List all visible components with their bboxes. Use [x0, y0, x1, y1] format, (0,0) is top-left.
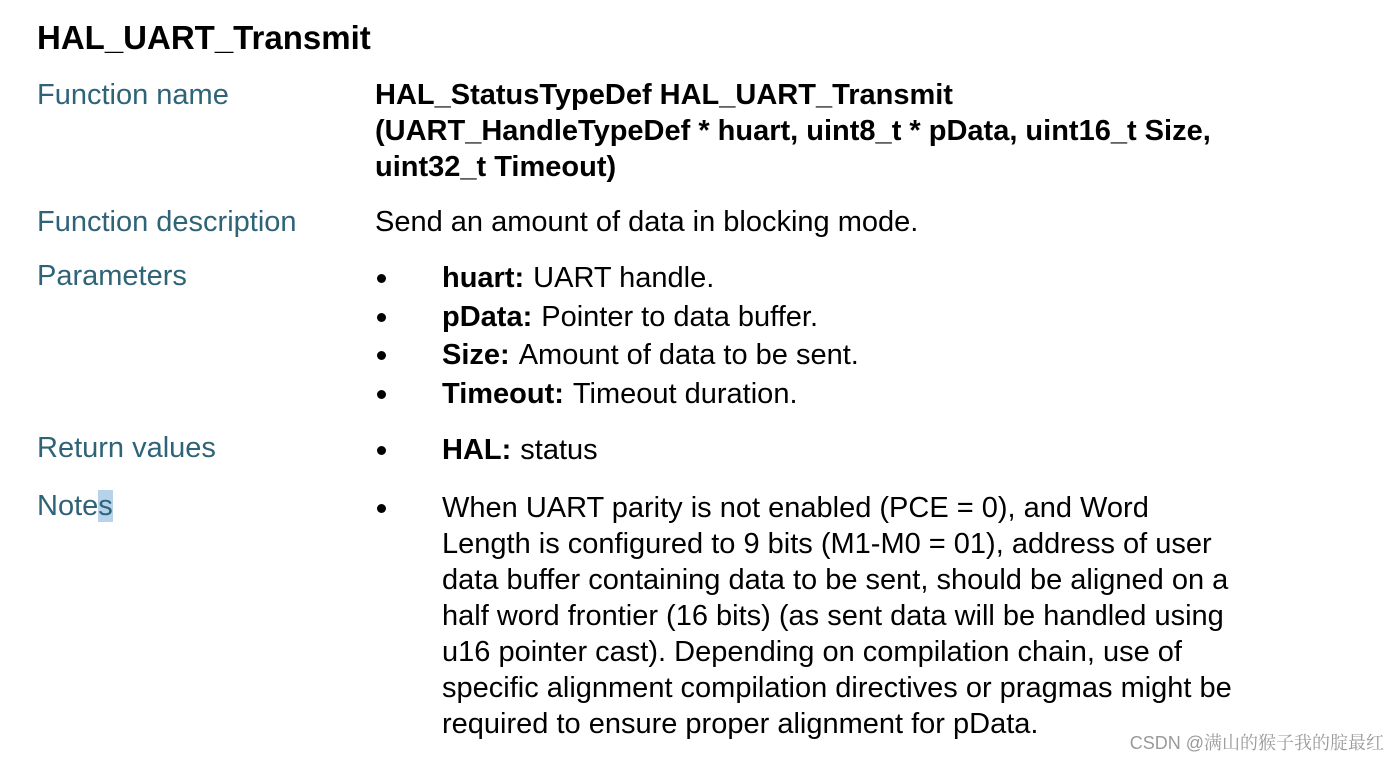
- notes-list: [375, 490, 1302, 742]
- bullet-icon: [377, 504, 386, 513]
- return-value-term: HAL:: [442, 434, 512, 466]
- function-description-label: Function description: [37, 206, 297, 238]
- note-line: Length is configured to 9 bits (M1-M0 = 01), address of user: [442, 528, 1212, 560]
- text-selection-highlight: s: [98, 490, 113, 522]
- note-item: [375, 490, 1302, 742]
- notes-label-text: Note: [37, 490, 99, 522]
- bullet-icon: [377, 351, 386, 360]
- bullet-icon: [377, 446, 386, 455]
- parameter-description: UART handle.: [533, 262, 715, 294]
- parameters-list: [375, 259, 859, 413]
- parameter-description: Pointer to data buffer.: [541, 300, 819, 333]
- function-description-text: Send an amount of data in blocking mode.: [375, 206, 919, 238]
- function-name-label: Function name: [37, 79, 229, 111]
- function-signature-line: (UART_HandleTypeDef * huart, uint8_t * pData, uint16_t Size,: [375, 115, 1211, 147]
- notes-label: [37, 488, 113, 524]
- csdn-watermark: CSDN @满山的猴子我的腚最红: [1129, 733, 1384, 753]
- note-line: specific alignment compilation directives or pragmas might be: [442, 672, 1232, 704]
- parameter-item: [375, 259, 859, 298]
- function-signature-line: uint32_t Timeout): [375, 151, 617, 183]
- note-line: When UART parity is not enabled (PCE = 0), and Word: [442, 492, 1149, 524]
- bullet-icon: [377, 390, 386, 399]
- function-signature: [375, 77, 1211, 185]
- return-values-list: [375, 431, 598, 469]
- parameter-item: [375, 298, 859, 337]
- parameter-description: Timeout duration.: [572, 377, 798, 410]
- parameter-term: Timeout:: [442, 377, 564, 410]
- return-value-item: [375, 431, 598, 469]
- page-title: HAL_UART_Transmit: [37, 19, 371, 56]
- note-line: u16 pointer cast). Depending on compilation chain, use of: [442, 636, 1182, 668]
- parameter-term: Size:: [442, 339, 510, 371]
- parameter-description: Amount of data to be sent.: [518, 339, 859, 371]
- return-value-description: status: [520, 434, 598, 466]
- parameter-term: pData:: [442, 300, 533, 333]
- bullet-icon: [377, 274, 386, 283]
- parameter-item: [375, 336, 859, 375]
- note-line: half word frontier (16 bits) (as sent data will be handled using: [442, 600, 1224, 632]
- parameter-item: [375, 375, 859, 414]
- return-values-label: Return values: [37, 432, 216, 464]
- parameter-term: huart:: [442, 262, 525, 294]
- note-line: required to ensure proper alignment for pData.: [442, 708, 1039, 740]
- note-line: data buffer containing data to be sent, should be aligned on a: [442, 564, 1229, 596]
- bullet-icon: [377, 313, 386, 322]
- function-signature-line: HAL_StatusTypeDef HAL_UART_Transmit: [375, 79, 953, 111]
- parameters-label: Parameters: [37, 260, 187, 292]
